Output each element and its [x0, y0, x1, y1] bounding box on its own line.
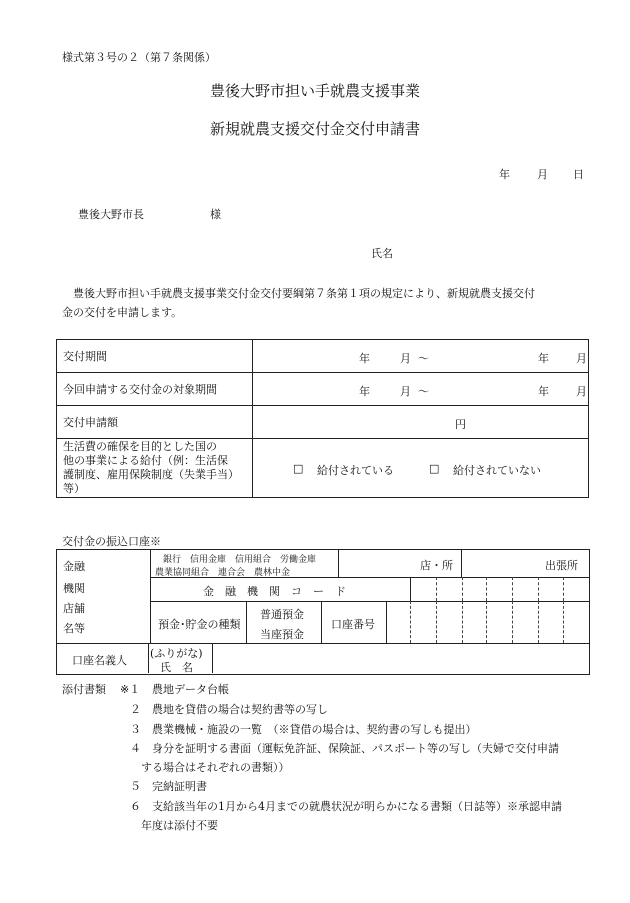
- period-value-cell[interactable]: [253, 340, 589, 373]
- inst-types-line-1: 銀行 信用金庫 信用組合 労働金庫: [163, 555, 317, 565]
- list-item: ４ 身分を証明する書面（運転免許証、保険証、パスポート等の写し（夫婦で交付申請: [130, 742, 559, 755]
- bank-code-label: 金 融 機 関 コ ー ド: [203, 585, 346, 598]
- target-start-month: 月: [400, 385, 411, 398]
- checkbox-not-received[interactable]: □: [429, 462, 440, 475]
- list-item: 年度は添付不要: [141, 819, 218, 832]
- deposit-ordinary[interactable]: 普通預金: [260, 608, 304, 621]
- account-holder-label: 口座名義人: [72, 654, 127, 667]
- period-tilde: ～: [418, 352, 429, 365]
- bank-section-title: 交付金の振込口座※: [62, 535, 161, 548]
- target-start-year: 年: [359, 385, 370, 398]
- amount-unit: 円: [455, 418, 466, 431]
- inst-label-4: 名等: [63, 622, 85, 635]
- amount-label: 交付申請額: [57, 406, 253, 439]
- list-item: ※１ 農地データ台帳: [120, 683, 229, 696]
- deposit-current[interactable]: 当座預金: [260, 628, 304, 641]
- form-number: 様式第３号の２（第７条関係）: [62, 51, 216, 64]
- attachments-label: 添付書類: [62, 683, 106, 696]
- option-not-received-label: 給付されていない: [453, 464, 541, 477]
- target-end-year: 年: [538, 385, 549, 398]
- request-text-line-2: 金の交付を申請します。: [62, 306, 183, 319]
- period-end-year: 年: [538, 352, 549, 365]
- table-row: [57, 406, 589, 439]
- checkbox-received[interactable]: □: [293, 462, 304, 475]
- benefit-options-cell: [253, 439, 589, 498]
- date-month: 月: [537, 168, 548, 181]
- title-line-1: 豊後大野市担い手就農支援事業: [209, 82, 420, 100]
- period-start-month: 月: [400, 352, 411, 365]
- period-label: 交付期間: [57, 340, 253, 373]
- applicant-name-label: 氏名: [371, 247, 393, 260]
- period-end-month: 月: [576, 352, 587, 365]
- target-period-value-cell[interactable]: [253, 373, 589, 406]
- sub-branch-label: 出張所: [545, 559, 578, 572]
- inst-label-1: 金融: [63, 560, 85, 573]
- list-item: ３ 農業機械・施設の一覧 （※貸借の場合は、契約書の写しも提出）: [130, 723, 477, 736]
- inst-types-line-2: 農業協同組合 連合会 農林中金: [155, 568, 291, 578]
- target-tilde: ～: [418, 385, 429, 398]
- benefit-label: 生活費の確保を目的とした国の 他の事業による給付（例：生活保 護制度、雇用保険制度（失業手当） 等）: [57, 439, 253, 498]
- list-item: ２ 農地を貸借の場合は契約書等の写し: [130, 703, 328, 716]
- list-item: ５ 完納証明書: [130, 780, 207, 793]
- date-day: 日: [573, 168, 584, 181]
- furigana-label: (ふりがな): [150, 647, 203, 660]
- holder-name-label: 氏 名: [160, 661, 193, 674]
- addressee: 豊後大野市長: [78, 208, 144, 221]
- date-year: 年: [499, 168, 510, 181]
- table-row: [57, 373, 589, 406]
- title-line-2: 新規就農支援交付金交付申請書: [209, 120, 420, 138]
- amount-value-cell[interactable]: [253, 406, 589, 439]
- target-period-label: 今回申請する交付金の対象期間: [57, 373, 253, 406]
- target-end-month: 月: [576, 385, 587, 398]
- period-start-year: 年: [359, 352, 370, 365]
- list-item: ６ 支給該当年の1月から4月までの就農状況が明らかになる書類（日誌等）※承認申請: [130, 800, 562, 813]
- inst-label-2: 機関: [63, 582, 85, 595]
- option-received-label: 給付されている: [317, 464, 394, 477]
- addressee-honorific: 様: [210, 208, 221, 221]
- table-row: [57, 340, 589, 373]
- branch-label: 店・所: [420, 559, 453, 572]
- request-text-line-1: 豊後大野市担い手就農支援事業交付金交付要綱第７条第１項の規定により、新規就農支援交付: [73, 287, 535, 300]
- deposit-type-label: 預金･貯金の種類: [158, 618, 241, 631]
- application-details-table: [56, 339, 589, 498]
- table-row: [57, 439, 589, 498]
- list-item: する場合はそれぞれの書類））: [141, 761, 290, 774]
- inst-label-3: 店舗: [63, 602, 85, 615]
- account-number-label: 口座番号: [331, 618, 375, 631]
